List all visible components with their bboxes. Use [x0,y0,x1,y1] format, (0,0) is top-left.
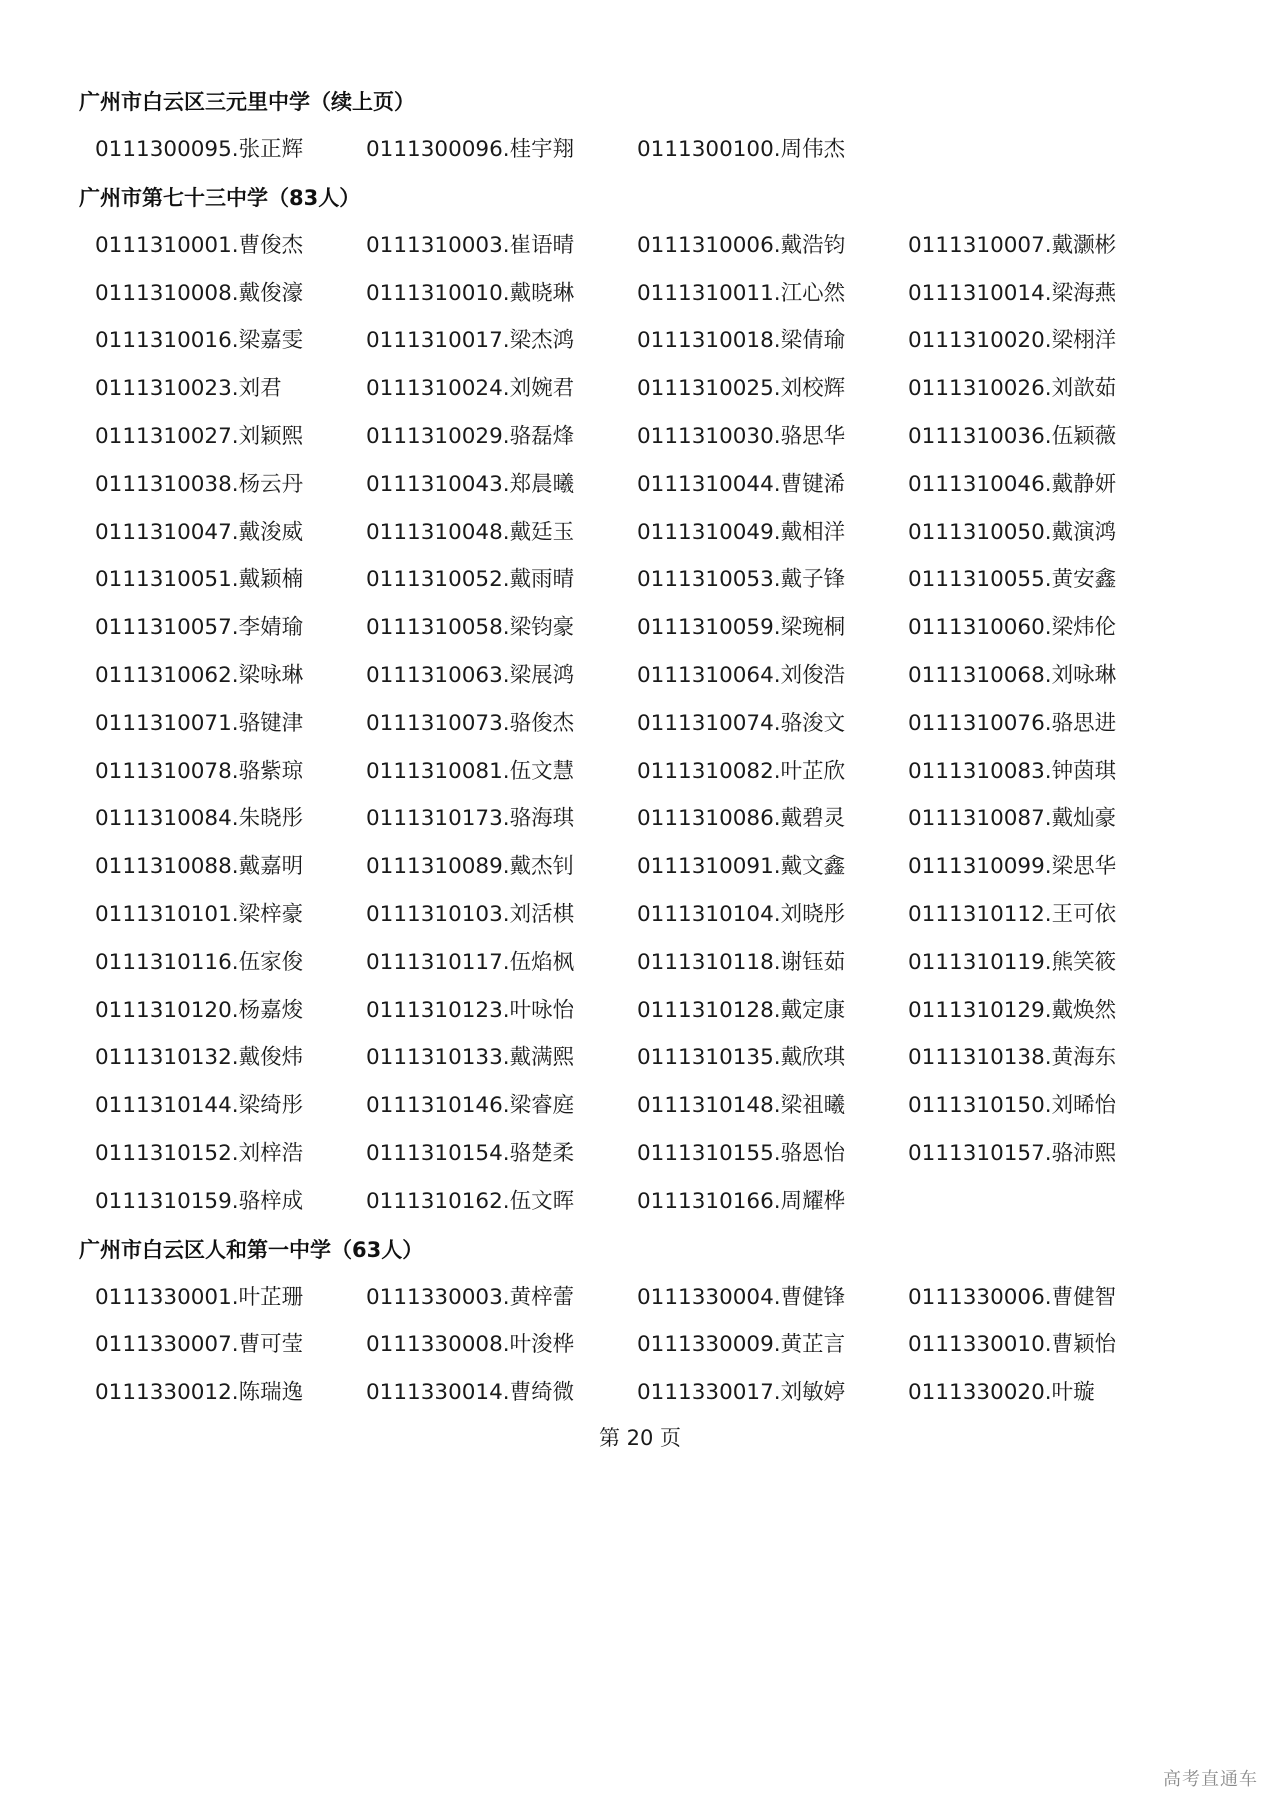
page-number: 第 20 页 [598,1426,682,1450]
candidate-entry: 0111310008.戴俊濠 [95,280,304,306]
candidate-entry: 0111310087.戴灿豪 [908,806,1117,832]
candidate-entry: 0111310081.伍文慧 [366,758,575,784]
candidate-entry: 0111330001.叶芷珊 [95,1284,304,1310]
candidate-entry: 0111300095.张正辉 [95,137,304,162]
candidate-entry: 0111310073.骆俊杰 [366,710,575,736]
section-heading: 广州市白云区人和第一中学（63人） [79,1237,424,1262]
candidate-entry: 0111310025.刘校辉 [637,376,846,402]
candidate-entry: 0111330012.陈瑞逸 [95,1380,304,1406]
candidate-entry: 0111300096.桂宇翔 [366,137,575,162]
candidate-list [79,1274,1209,1417]
candidate-entry: 0111310112.王可依 [908,901,1117,927]
candidate-entry: 0111310052.戴雨晴 [366,567,575,593]
candidate-entry: 0111310084.朱晓彤 [95,806,304,832]
candidate-entry: 0111310146.梁睿庭 [366,1093,575,1119]
candidate-entry: 0111310029.骆磊烽 [366,423,575,449]
candidate-entry: 0111310119.熊笑筱 [908,949,1117,975]
candidate-entry: 0111310083.钟茵琪 [908,758,1117,784]
candidate-entry: 0111310023.刘君 [95,376,282,402]
candidate-entry: 0111310038.杨云丹 [95,471,304,497]
candidate-entry: 0111310103.刘活棋 [366,901,575,927]
candidate-entry: 0111310082.叶芷欣 [637,758,846,784]
candidate-entry: 0111330006.曹健智 [908,1284,1117,1310]
candidate-entry: 0111310159.骆梓成 [95,1188,304,1214]
candidate-entry: 0111330004.曹健锋 [637,1284,846,1310]
candidate-entry: 0111310089.戴杰钊 [366,854,575,880]
candidate-entry: 0111310060.梁炜伦 [908,615,1117,641]
candidate-entry: 0111330009.黄芷言 [637,1332,846,1358]
school-section [79,174,1209,1226]
candidate-entry: 0111310150.刘晞怡 [908,1093,1117,1119]
candidate-entry: 0111310010.戴晓琳 [366,280,575,306]
candidate-entry: 0111310049.戴相洋 [637,519,846,545]
candidate-entry: 0111310118.谢钰茹 [637,949,846,975]
candidate-entry: 0111310043.郑晨曦 [366,471,575,497]
candidate-entry: 0111310074.骆浚文 [637,710,846,736]
candidate-entry: 0111310132.戴俊炜 [95,1045,304,1071]
watermark: 高考直通车 [1163,1769,1258,1790]
candidate-entry: 0111310051.戴颖楠 [95,567,304,593]
candidate-entry: 0111310057.李婧瑜 [95,615,304,641]
candidate-entry: 0111310046.戴静妍 [908,471,1117,497]
candidate-entry: 0111310024.刘婉君 [366,376,575,402]
candidate-entry: 0111310050.戴演鸿 [908,519,1117,545]
candidate-entry: 0111310091.戴文鑫 [637,854,846,880]
candidate-entry: 0111310055.黄安鑫 [908,567,1117,593]
school-section [79,78,1209,174]
candidate-entry: 0111310104.刘晓彤 [637,901,846,927]
candidate-entry: 0111300100.周伟杰 [637,137,846,162]
document-content [79,78,1209,1417]
candidate-entry: 0111310071.骆键津 [95,710,304,736]
candidate-entry: 0111310078.骆紫琼 [95,758,304,784]
candidate-entry: 0111330020.叶璇 [908,1380,1095,1406]
candidate-entry: 0111310030.骆思华 [637,423,846,449]
candidate-entry: 0111310117.伍焰枫 [366,949,575,975]
candidate-entry: 0111310152.刘梓浩 [95,1140,304,1166]
candidate-entry: 0111310157.骆沛熙 [908,1140,1117,1166]
candidate-entry: 0111310059.梁琬桐 [637,615,846,641]
candidate-entry: 0111310123.叶咏怡 [366,997,575,1023]
candidate-entry: 0111310007.戴灏彬 [908,232,1117,258]
candidate-entry: 0111310144.梁绮彤 [95,1093,304,1119]
candidate-entry: 0111310011.江心然 [637,280,846,306]
candidate-entry: 0111330008.叶浚桦 [366,1332,575,1358]
candidate-entry: 0111310076.骆思进 [908,710,1117,736]
candidate-entry: 0111310001.曹俊杰 [95,232,304,258]
candidate-entry: 0111310162.伍文晖 [366,1188,575,1214]
candidate-entry: 0111310068.刘咏琳 [908,662,1117,688]
candidate-entry: 0111310135.戴欣琪 [637,1045,846,1071]
candidate-entry: 0111310006.戴浩钧 [637,232,846,258]
candidate-entry: 0111330003.黄梓蕾 [366,1284,575,1310]
candidate-entry: 0111310138.黄海东 [908,1045,1117,1071]
candidate-list [79,222,1209,1226]
candidate-entry: 0111310020.梁栩洋 [908,328,1117,354]
candidate-entry: 0111310016.梁嘉雯 [95,328,304,354]
candidate-entry: 0111310154.骆楚柔 [366,1140,575,1166]
candidate-entry: 0111310047.戴浚威 [95,519,304,545]
candidate-entry: 0111310129.戴焕然 [908,997,1117,1023]
candidate-entry: 0111310133.戴满熙 [366,1045,575,1071]
candidate-entry: 0111310086.戴碧灵 [637,806,846,832]
candidate-entry: 0111330007.曹可莹 [95,1332,304,1358]
candidate-entry: 0111310048.戴廷玉 [366,519,575,545]
candidate-entry: 0111310017.梁杰鸿 [366,328,575,354]
candidate-entry: 0111310155.骆恩怡 [637,1140,846,1166]
candidate-list [79,126,1209,174]
candidate-entry: 0111310036.伍颖薇 [908,423,1117,449]
section-heading: 广州市第七十三中学（83人） [79,185,361,210]
school-section [79,1226,1209,1417]
candidate-entry: 0111330014.曹绮微 [366,1380,575,1406]
candidate-entry: 0111310120.杨嘉焌 [95,997,304,1023]
candidate-entry: 0111310053.戴子锋 [637,567,846,593]
candidate-entry: 0111310166.周耀桦 [637,1188,846,1214]
candidate-entry: 0111310058.梁钧豪 [366,615,575,641]
candidate-entry: 0111310026.刘歆茹 [908,376,1117,402]
candidate-entry: 0111310044.曹键浠 [637,471,846,497]
candidate-entry: 0111310062.梁咏琳 [95,662,304,688]
candidate-entry: 0111310116.伍家俊 [95,949,304,975]
candidate-entry: 0111310014.梁海燕 [908,280,1117,306]
candidate-entry: 0111310173.骆海琪 [366,806,575,832]
candidate-entry: 0111310063.梁展鸿 [366,662,575,688]
candidate-entry: 0111310018.梁倩瑜 [637,328,846,354]
candidate-entry: 0111310027.刘颖熙 [95,423,304,449]
candidate-entry: 0111310088.戴嘉明 [95,854,304,880]
candidate-entry: 0111330017.刘敏婷 [637,1380,846,1406]
candidate-entry: 0111310101.梁梓豪 [95,901,304,927]
section-heading: 广州市白云区三元里中学（续上页） [79,90,415,114]
candidate-entry: 0111330010.曹颖怡 [908,1332,1117,1358]
candidate-entry: 0111310003.崔语晴 [366,232,575,258]
candidate-entry: 0111310099.梁思华 [908,854,1117,880]
candidate-entry: 0111310148.梁祖曦 [637,1093,846,1119]
candidate-entry: 0111310064.刘俊浩 [637,662,846,688]
candidate-entry: 0111310128.戴定康 [637,997,846,1023]
